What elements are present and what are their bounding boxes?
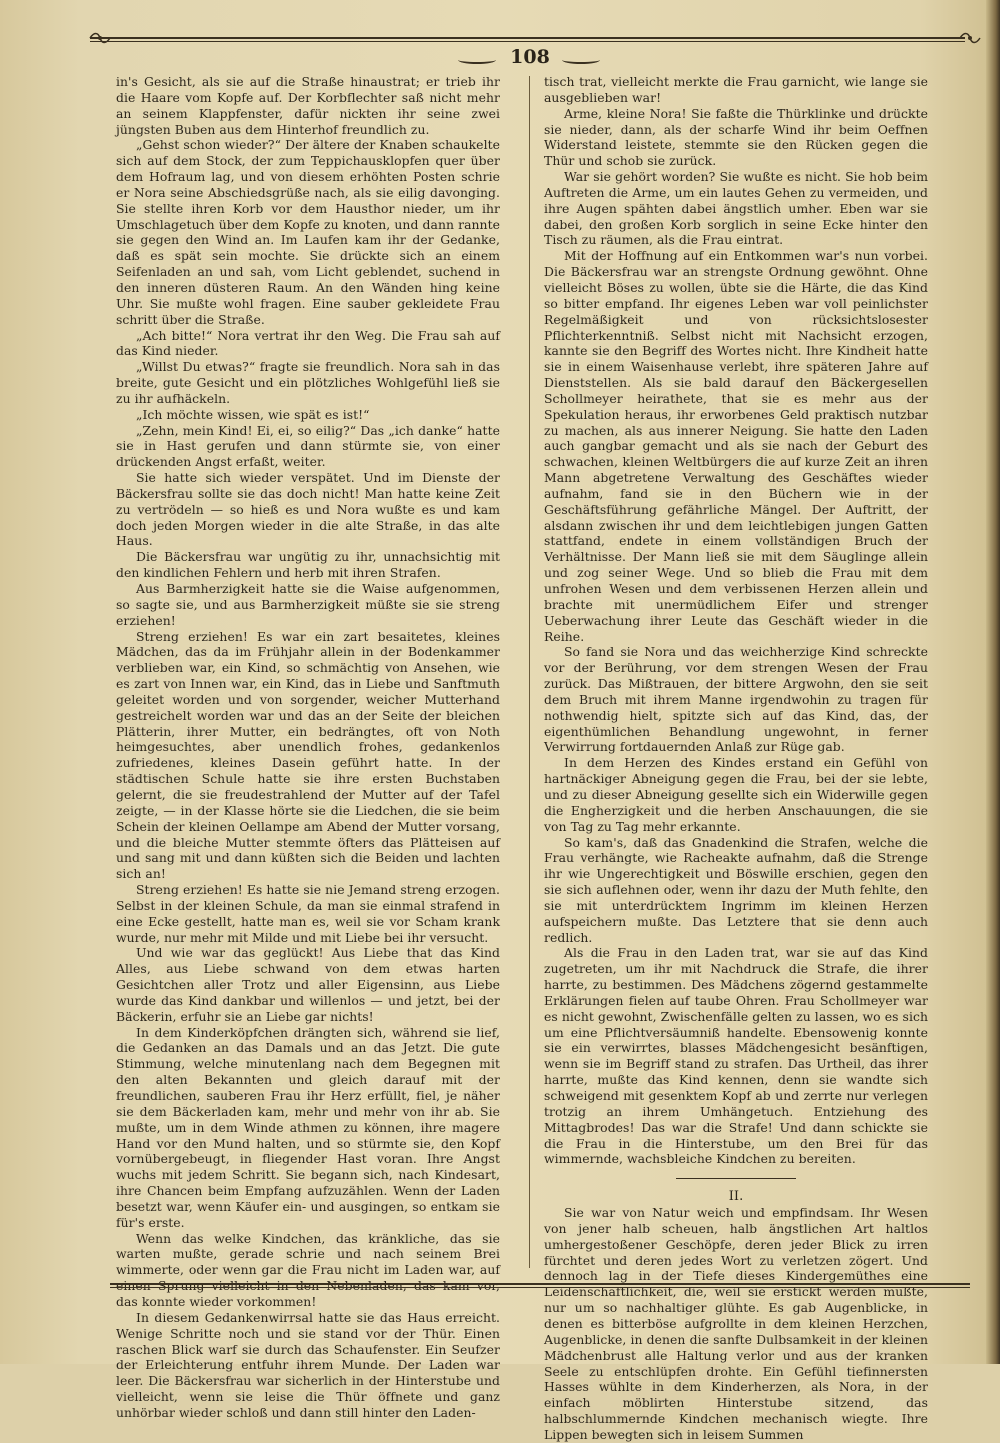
- paragraph: So kam's, daß das Gnadenkind die Strafen, welche die Frau verhängte, wie Racheakte aufnahm, daß die Strenge ihr wie Ungerechtigkeit und Böswille erschien, gegen den sie sich auflehnen oder, wenn ihr dazu der Muth fehlte, den sie mit unterdrücktem Ingrimm im kleinen Herzen aufspeichern mußte. Das Letztere that sie denn auch redlich.: [544, 834, 928, 945]
- paragraph: Wenn das welke Kindchen, das kränkliche, das sie warten mußte, gerade schrie und nach seinem Brei wimmerte, oder wenn gar die Frau nicht im Laden war, auf einen Sprung vielleicht in den Nebenladen, das kam vor, das konnte wieder vorkommen!: [116, 1230, 500, 1309]
- paragraph: Aus Barmherzigkeit hatte sie die Waise aufgenommen, so sagte sie, und aus Barmherzigkeit müßte sie sie streng erziehen!: [116, 581, 500, 628]
- paragraph: in's Gesicht, als sie auf die Straße hinaustrat; er trieb ihr die Haare vom Kopfe auf. Der Korbflechter saß nicht mehr an seinem Klappfenster, dafür nickten ihr seine zwei jüngsten Buben aus dem Hinterhof freundlich zu.: [116, 74, 500, 137]
- paragraph: So fand sie Nora und das weichherzige Kind schreckte vor der Berührung, vor dem strengen Wesen der Frau zurück. Das Mißtrauen, der bittere Argwohn, den sie seit dem Bruch mit ihrem Manne irgendwohin zu tragen für nothwendig hielt, spitzte sich auf das Kind, das, der eigenthümlichen Behandlung ungewohnt, in ferner Verwirrung fortdauernden Anlaß zur Rüge gab.: [544, 644, 928, 755]
- header-flourish-left: [458, 56, 496, 64]
- paragraph: tisch trat, vielleicht merkte die Frau garnicht, wie lange sie ausgeblieben war!: [544, 74, 928, 105]
- footer-rule-thin: [110, 1287, 970, 1288]
- paragraph: Arme, kleine Nora! Sie faßte die Thürklinke und drückte sie nieder, dann, als der scharfe Wind ihr beim Oeffnen Widerstand leistete, stemmte sie den Rücken gegen die Thür und schob sie zurück.: [544, 105, 928, 169]
- paragraph: In dem Kinderköpfchen drängten sich, während sie lief, die Gedanken an das Damals und an das Jetzt. Die gute Stimmung, welche minutenlang nach dem Begegnen mit den alten Bekannten und gleich darauf mit der freundlichen, sauberen Frau ihr Herz erfüllt, fiel, je näher sie dem Bäckerladen kam, mehr und mehr von ihr ab. Sie mußte, um in dem Winde athmen zu können, ihre magere Hand vor den Mund halten, und so stürmte sie, den Kopf vornübergebeugt, in fliegender Hast voran. Ihre Angst wuchs mit jedem Schritt. Sie begann sich, nach Kindesart, ihre Chancen beim Empfang aufzuzählen. Wenn der Laden besetzt war, wenn Käufer ein- und ausgingen, so entkam sie für's erste.: [116, 1024, 500, 1230]
- section-heading: II.: [728, 1189, 744, 1205]
- header-rule-thin: [90, 41, 965, 42]
- header-flourish-right: [562, 56, 600, 64]
- paragraph: Als die Frau in den Laden trat, war sie auf das Kind zugetreten, um ihr mit Nachdruck die Strafe, die ihrer harrte, zu bestimmen. Des Mädchens zögernd gestammelte Erklärungen fielen auf taube Ohren. Frau Schollmeyer war es nicht gewohnt, Zwischenfälle gelten zu lassen, wo es sich um eine Pflichtversäumniß handelte. Ebensowenig konnte sie ein verwirrtes, blasses Mädchengesicht besänftigen, wenn sie im Begriff stand zu strafen. Das Urtheil, das ihrer harrte, mußte das Kind kennen, denn sie wandte sich schweigend mit gesenktem Kopf ab und zerrte nur verlegen trotzig an ihrem Umhängetuch. Entziehung des Mittagbrodes! Das war die Strafe! Und dann schickte sie die Frau in die Hinterstube, um den Brei für das wimmernde, wachsbleiche Kindchen zu bereiten.: [544, 945, 928, 1167]
- column-divider: [529, 76, 530, 1268]
- paragraph: In dem Herzen des Kindes erstand ein Gefühl von hartnäckiger Abneigung gegen die Frau, bei der sie lebte, und zu dieser Abneigung gesellte sich ein Widerwille gegen die Engherzigkeit und die herben Anschauungen, die sie von Tag zu Tag mehr erkannte.: [544, 755, 928, 834]
- paragraph: In diesem Gedankenwirrsal hatte sie das Haus erreicht. Wenige Schritte noch und sie stand vor der Thür. Einen raschen Blick warf sie durch das Schaufenster. Ein Seufzer der Erleichterung entfuhr ihrem Munde. Der Laden war leer. Die Bäckersfrau war sicherlich in der Hinterstube und vielleicht, wenn sie leise die Thür öffnete und ganz unhörbar wieder schloß und dann still hinter den Laden-: [116, 1309, 500, 1420]
- footer-rule: [110, 1283, 970, 1285]
- paragraph: „Willst Du etwas?“ fragte sie freundlich. Nora sah in das breite, gute Gesicht und ein plötzliches Wohlgefühl ließ sie zu ihr aufhäckeln.: [116, 359, 500, 406]
- paragraph: Streng erziehen! Es war ein zart besaitetes, kleines Mädchen, das da im Frühjahr allein in der Bodenkammer verblieben war, ein Kind, so schmächtig von Ansehen, wie es zart von Innen war, ein Kind, das in Liebe und Sanftmuth geleitet worden und von sorgender, weicher Mutterhand gestreichelt worden war und das an der Seite der bleichen Plätterin, ihrer Mutter, ein bedrängtes, oft von Noth heimgesuchtes, aber unendlich frohes, gedankenlos zufriedenes, kleines Dasein geführt hatte. In der städtischen Schule hatte sie ihre ersten Buchstaben gelernt, die sie freudestrahlend der Mutter auf der Tafel zeigte, — in der Klasse hörte sie die Liedchen, die sie beim Schein der kleinen Oellampe am Abend der Mutter vorsang, und die bleiche Mutter stemmte öfters das Plätteisen auf und sang mit und dann küßten sich die Beiden und lachten sich an!: [116, 628, 500, 882]
- left-text-column: [116, 74, 500, 1420]
- paragraph: Mit der Hoffnung auf ein Entkommen war's nun vorbei. Die Bäckersfrau war an strengste Ordnung gewöhnt. Ohne vielleicht Böses zu wollen, übte sie die Härte, die das Kind so bitter empfand. Ihr eigenes Leben war voll peinlichster Regelmäßigkeit und von rücksichtslosester Pflichterkenntniß. Selbst nicht mit Nachsicht erzogen, kannte sie den Begriff des Wortes nicht. Ihre Kindheit hatte sie in einem Waisenhause verlebt, ihre späteren Jahre auf Dienststellen. Als sie bald darauf den Bäckergesellen Schollmeyer heirathete, that sie es mehr aus der Spekulation heraus, ihr erworbenes Geld praktisch nutzbar zu machen, als aus innerer Neigung. Sie hatte den Laden auch gangbar gemacht und als sie nach der Geburt des schwachen, kleinen Weltbürgers die auf kurze Zeit an ihren Mann abgetretene Verwaltung des Geschäftes wieder aufnahm, fand sie in den Büchern wie in der Geschäftsführung gefährliche Mängel. Der Auftritt, der alsdann zwischen ihr und dem leichtlebigen jungen Gatten stattfand, endete in einem vollständigen Bruch der Verhältnisse. Der Mann ließ sie mit dem Säuglinge allein und zog seiner Wege. Und so blieb die Frau mit dem unfrohen Wesen und dem verbissenen Herzen allein und brachte mit unermüdlichem Eifer und strenger Ueberwachung ihrer Leute das Geschäft wieder in die Reihe.: [544, 248, 928, 644]
- paragraph: „Ich möchte wissen, wie spät es ist!“: [136, 406, 370, 422]
- paragraph: „Zehn, mein Kind! Ei, ei, so eilig?“ Das „ich danke“ hatte sie in Hast gerufen und dann stürmte sie, von einer drückenden Angst erfaßt, weiter.: [116, 422, 500, 470]
- page-number: 108: [510, 46, 550, 68]
- paragraph: Und wie war das geglückt! Aus Liebe that das Kind Alles, aus Liebe schwand von dem etwas harten Gesichtchen aller Trotz und aller Eigensinn, aus Liebe wurde das Kind dankbar und willenlos — und jetzt, bei der Bäckerin, erfuhr sie an Liebe gar nichts!: [116, 945, 500, 1024]
- paragraph: Sie hatte sich wieder verspätet. Und im Dienste der Bäckersfrau sollte sie das doch nicht! Man hatte keine Zeit zu vertrödeln — so hieß es und Nora wußte es und kam doch jeden Morgen wieder in die alte Straße, in das alte Haus.: [116, 470, 500, 549]
- paragraph: War sie gehört worden? Sie wußte es nicht. Sie hob beim Auftreten die Arme, um ein lautes Gehen zu vermeiden, und ihre Augen spähten dabei ängstlich umher. Eben war sie dabei, den großen Korb sorglich in seine Ecke hinter den Tisch zu räumen, als die Frau eintrat.: [544, 169, 928, 248]
- header-rule: [90, 37, 965, 39]
- paragraph: Die Bäckersfrau war ungütig zu ihr, unnachsichtig mit den kindlichen Fehlern und herb mit ihren Strafen.: [116, 549, 500, 581]
- paragraph: „Gehst schon wieder?“ Der ältere der Knaben schaukelte sich auf dem Stock, der zum Teppichausklopfen quer über dem Hofraum lag, und von diesem erhöhten Posten schrie er Nora seine Abschiedsgrüße nach, als sie eilig davonging. Sie stellte ihren Korb vor dem Hausthor nieder, um ihr Umschlagetuch über dem Kopfe zu knoten, und dann rannte sie gegen den Wind an. Im Laufen kam ihr der Gedanke, daß es spät sein mochte. Sie drückte sich an einem Seifenladen an und sah, vom Licht geblendet, suchend in den inneren düsteren Raum. An den Wänden hing keine Uhr. Sie mußte wohl fragen. Eine sauber gekleidete Frau schritt über die Straße.: [116, 137, 500, 327]
- book-spine-edge: [986, 0, 1000, 1364]
- paragraph: Streng erziehen! Es hatte sie nie Jemand streng erzogen. Selbst in der kleinen Schule, da man sie einmal strafend in eine Ecke gestellt, hatte man es, weil sie vor Scham krank wurde, nur mehr mit Milde und mit Liebe bei ihr versucht.: [116, 882, 500, 945]
- paragraph: Sie war von Natur weich und empfindsam. Ihr Wesen von jener halb scheuen, halb ängstlichen Art haltlos umhergestoßener Geschöpfe, deren jeder Blick zu irren fürchtet und deren jedes Wort zu verletzen zögert. Und dennoch lag in der Tiefe dieses Kindergemüthes eine Leidenschaftlichkeit, die, weil sie erstickt werden mußte, nur um so nachhaltiger glühte. Es gab Augenblicke, in denen es bitterböse aufgrollte in dem kleinen Herzchen, Augenblicke, in denen die sanfte Dulbsamkeit in der kleinen Mädchenbrust alle Haltung verlor und aus der kranken Seele zu entschlüpfen drohte. Ein Gefühl tiefinnersten Hasses wühlte in dem Kinderherzen, als Nora, in der einfach möblirten Hinterstube sitzend, das halbschlummernde Kindchen mechanisch wiegte. Ihre Lippen bewegten sich in leisem Summen: [544, 1205, 928, 1442]
- section-separator: [676, 1178, 796, 1179]
- right-text-column: [544, 74, 928, 1442]
- paragraph: „Ach bitte!“ Nora vertrat ihr den Weg. Die Frau sah auf das Kind nieder.: [116, 327, 500, 359]
